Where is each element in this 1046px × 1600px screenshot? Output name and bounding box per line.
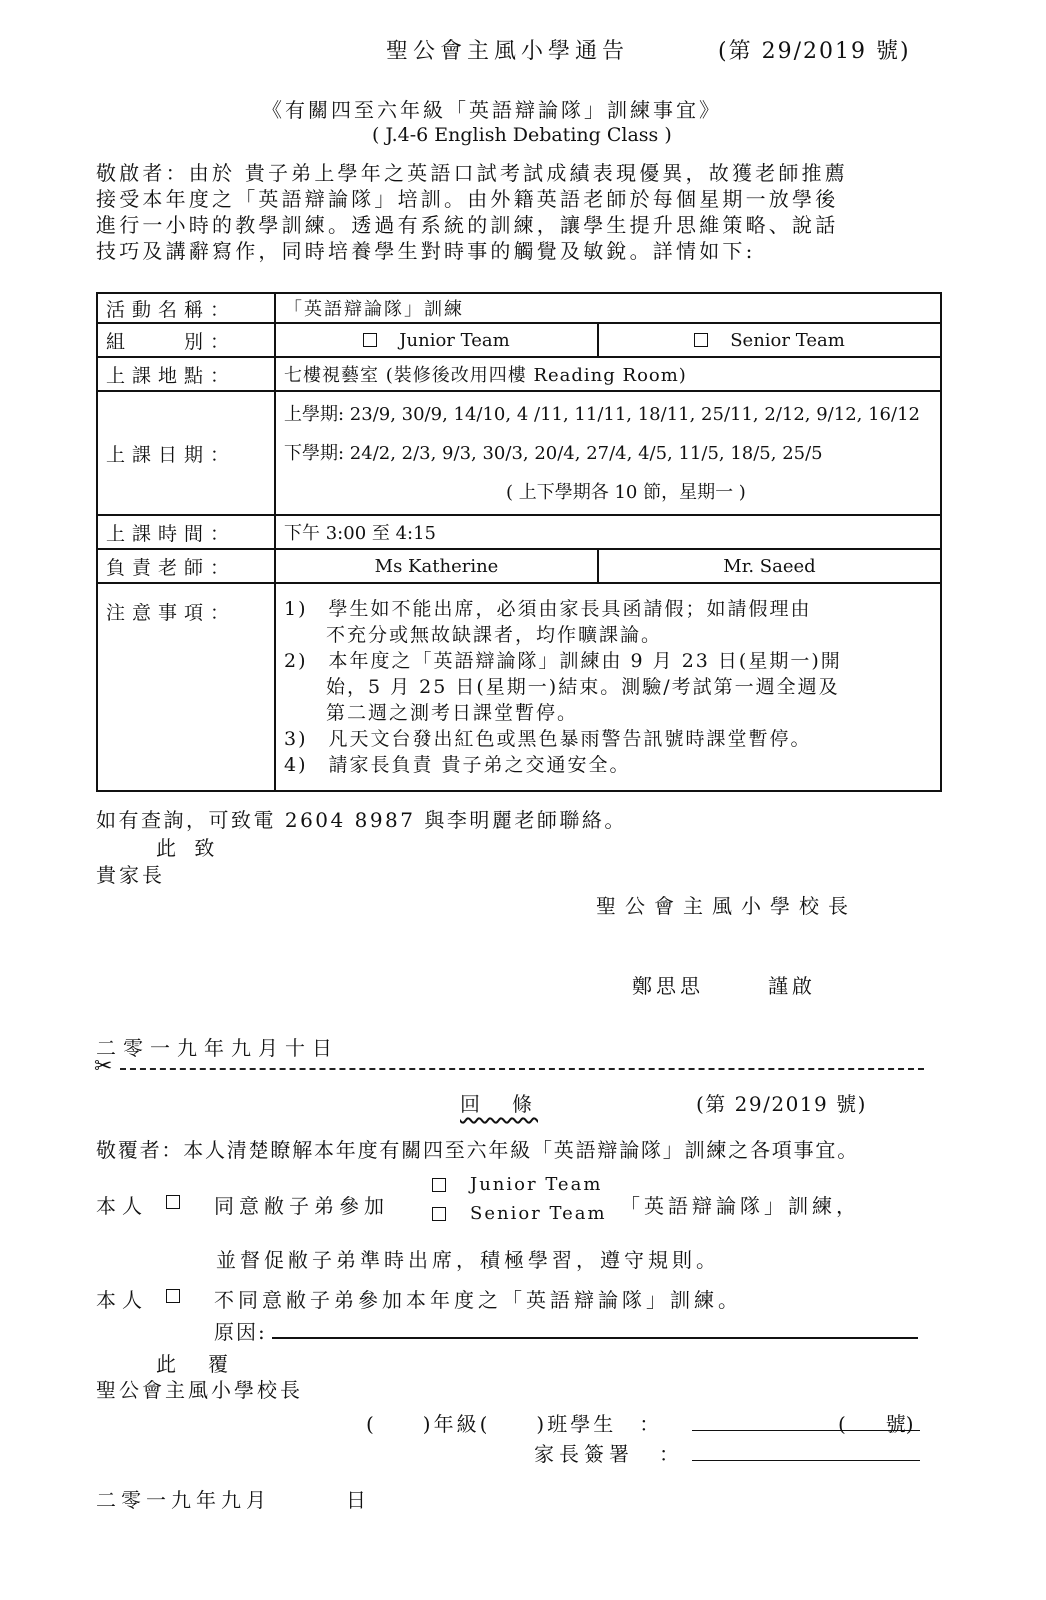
junior-team-label: Junior Team [399, 329, 510, 351]
enquiry-line: 如有查詢，可致電 2604 8987 與李明麗老師聯絡。 [96, 808, 627, 832]
time-value: 下午 3:00 至 4:15 [275, 515, 941, 549]
note-line: 1) 學生如不能出席，必須由家長具函請假；如請假理由 [284, 598, 812, 620]
intro-line: 進行一小時的教學訓練。透過有系統的訓練，讓學生提升思維策略、說話 [96, 213, 839, 237]
notice-subtitle-english: ( J.4-6 English Debating Class ) [372, 124, 672, 146]
intro-paragraph [96, 160, 848, 264]
info-table [96, 292, 942, 792]
venue-label: 上課地點： [97, 357, 275, 391]
reply-statement: 敬覆者：本人清楚瞭解本年度有關四至六年級「英語辯論隊」訓練之各項事宜。 [96, 1138, 859, 1162]
term2-dates: 下學期: 24/2, 2/3, 9/3, 30/3, 20/4, 27/4, 4/5, 11/5, 18/5, 25/5 [284, 442, 823, 464]
group-junior-cell [275, 323, 598, 357]
note-line: 不充分或無故缺課者，均作曠課論。 [284, 624, 663, 646]
date-label: 上課日期： [97, 391, 275, 515]
term1-dates: 上學期: 23/9, 30/9, 14/10, 4 /11, 11/11, 18/11, 25/11, 2/12, 9/12, 16/12 [284, 403, 920, 425]
venue-value: 七樓視藝室 (裝修後改用四樓 Reading Room) [275, 357, 941, 391]
reply-to: 聖公會主風小學校長 [96, 1378, 303, 1402]
senior-team-label: Senior Team [730, 329, 845, 351]
agree-checkbox[interactable] [166, 1195, 180, 1209]
table-row [97, 323, 941, 357]
note-line: 2) 本年度之「英語辯論隊」訓練由 9 月 23 日(星期一)開 [284, 650, 842, 672]
reply-title: 回 條 [460, 1092, 538, 1116]
class-line-label: ( )年級( )班學生 ： [366, 1412, 663, 1436]
signer-respect: 謹啟 [768, 974, 816, 998]
cut-line [120, 1068, 924, 1070]
group-label: 組 別： [97, 323, 275, 357]
note-line: 第二週之測考日課堂暫停。 [284, 702, 579, 724]
teacher-2: Mr. Saeed [598, 549, 941, 583]
activity-name-value: 「英語辯論隊」訓練 [275, 293, 941, 323]
notes-label: 注意事項： [97, 583, 275, 791]
reply-supervise: 並督促敝子弟準時出席，積極學習，遵守規則。 [216, 1248, 720, 1272]
reply-closing: 此 覆 [156, 1352, 234, 1376]
reply-senior-checkbox[interactable] [432, 1207, 446, 1221]
reply-junior-checkbox[interactable] [432, 1178, 446, 1192]
notice-title: 聖公會主風小學通告 [386, 39, 630, 64]
reason-label: 原因: [214, 1320, 267, 1344]
table-row [97, 583, 941, 791]
note-line: 4) 請家長負責 貴子弟之交通安全。 [284, 754, 631, 776]
reply-date: 二零一九年九月 日 [96, 1488, 371, 1512]
table-row [97, 293, 941, 323]
date-value-cell [275, 391, 941, 515]
scissors-icon: ✂ [94, 1054, 113, 1079]
note-line: 始，5 月 25 日(星期一)結束。測驗/考試第一週全週及 [284, 676, 840, 698]
notes-list [275, 583, 941, 791]
intro-line: 敬啟者：由於 貴子弟上學年之英語口試考試成績表現優異，故獲老師推薦 [96, 161, 848, 185]
date-note: ( 上下學期各 10 節，星期一 ) [506, 481, 746, 503]
activity-name-label: 活動名稱： [97, 293, 275, 323]
reply-number: (第 29/2019 號) [696, 1092, 867, 1116]
reply-training: 「英語辯論隊」訓練， [620, 1194, 860, 1218]
agree-text: 同意敝子弟參加 [214, 1194, 389, 1218]
reply-me-1: 本人 [96, 1194, 148, 1218]
disagree-text: 不同意敝子弟參加本年度之「英語辯論隊」訓練。 [214, 1288, 742, 1312]
table-row [97, 515, 941, 549]
note-line: 3) 凡天文台發出紅色或黑色暴雨警告訊號時課堂暫停。 [284, 728, 812, 750]
junior-team-checkbox[interactable] [363, 333, 377, 347]
senior-team-checkbox[interactable] [694, 333, 708, 347]
reason-input-line[interactable] [272, 1337, 918, 1339]
signer-title: 聖公會主風小學校長 [596, 894, 857, 918]
group-senior-cell [598, 323, 941, 357]
issue-date: 二零一九年九月十日 [96, 1036, 339, 1060]
parent-sign-line[interactable] [692, 1460, 920, 1461]
table-row [97, 391, 941, 515]
parent-sign-label: 家長簽署 ： [534, 1442, 684, 1466]
signer-name: 鄭思思 [632, 974, 704, 998]
teacher-1: Ms Katherine [275, 549, 598, 583]
reply-junior-label: Junior Team [470, 1174, 603, 1195]
teacher-label: 負責老師： [97, 549, 275, 583]
table-row [97, 549, 941, 583]
closing-to: 此 致 [156, 836, 221, 860]
intro-line: 技巧及講辭寫作，同時培養學生對時事的觸覺及敏銳。詳情如下: [96, 239, 756, 263]
closing-recipient: 貴家長 [96, 863, 165, 887]
student-number-slot: ( 號) [838, 1412, 914, 1436]
time-label: 上課時間： [97, 515, 275, 549]
intro-line: 接受本年度之「英語辯論隊」培訓。由外籍英語老師於每個星期一放學後 [96, 187, 839, 211]
disagree-checkbox[interactable] [166, 1289, 180, 1303]
notice-number: (第 29/2019 號) [718, 39, 911, 64]
notice-subtitle: 《有關四至六年級「英語辯論隊」訓練事宜》 [262, 98, 722, 122]
table-row [97, 357, 941, 391]
reply-me-2: 本人 [96, 1288, 148, 1312]
reply-senior-label: Senior Team [470, 1203, 607, 1224]
